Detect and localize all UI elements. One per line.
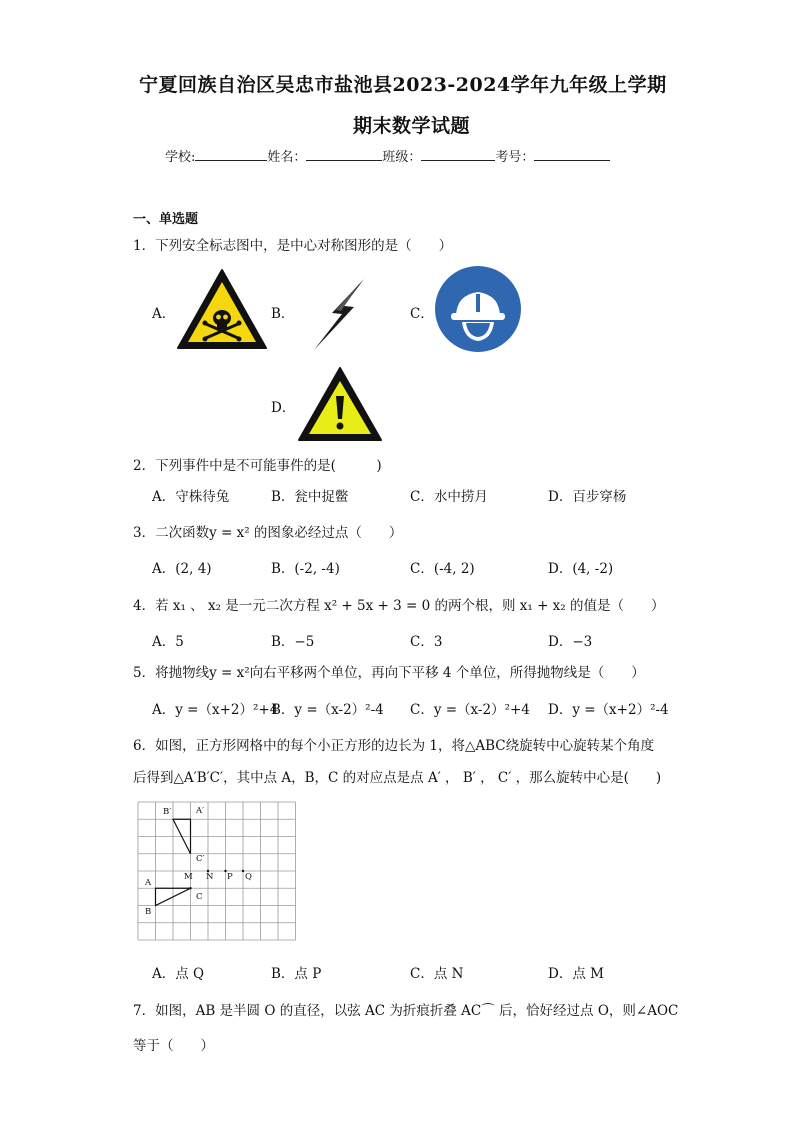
point-m xyxy=(189,887,191,889)
question-4-option-b: B．−5 xyxy=(271,634,315,650)
exam-no-label: 考号： xyxy=(495,150,535,165)
question-5-option-a: A．y =（x+2）²+4 xyxy=(152,702,279,718)
grid-lines xyxy=(138,802,296,940)
label-a: A xyxy=(145,878,152,888)
question-7-stem-line-1: 7．如图，AB 是半圆 O 的直径，以弦 AC 为折痕折叠 AC⌒ 后，恰好经过点 O，则∠AOC xyxy=(133,1003,679,1019)
question-3-stem: 3．二次函数y = x² 的图象必经过点（ ） xyxy=(133,525,403,541)
label-b: B xyxy=(145,907,152,917)
point-q xyxy=(242,870,244,872)
question-4-option-a: A．5 xyxy=(152,634,184,650)
question-5-option-c: C．y =（x-2）²+4 xyxy=(410,702,530,718)
rotation-grid-figure xyxy=(134,798,300,944)
question-4-stem: 4．若 x₁ 、 x₂ 是一元二次方程 x² + 5x + 3 = 0 的两个根，则 x₁ + x₂ 的值是（ ） xyxy=(133,598,665,614)
question-3-option-b: B．(-2, -4) xyxy=(271,561,340,577)
question-6-option-d: D．点 M xyxy=(548,966,604,982)
question-4-option-d: D．−3 xyxy=(548,634,593,650)
question-2-option-a: A．守株待兔 xyxy=(152,489,230,505)
label-p: P xyxy=(227,872,233,882)
label-n: N xyxy=(206,872,214,882)
class-blank[interactable] xyxy=(421,147,495,161)
question-2-option-b: B．瓮中捉鳖 xyxy=(271,489,349,505)
label-c: C xyxy=(196,892,203,902)
toxic-warning-sign-icon xyxy=(176,268,268,350)
title-line-1: 宁夏回族自治区吴忠市盐池县2023-2024学年九年级上学期 xyxy=(139,74,667,96)
question-5-option-b: B．y =（x-2）²-4 xyxy=(271,702,384,718)
question-2-stem: 2．下列事件中是不可能事件的是( ) xyxy=(133,458,382,474)
hard-hat-sign-icon xyxy=(434,265,522,353)
question-6-option-a: A．点 Q xyxy=(152,966,205,982)
school-label: 学校: xyxy=(165,150,196,165)
question-5-stem: 5．将抛物线y = x²向右平移两个单位，再向下平移 4 个单位，所得抛物线是（ ） xyxy=(133,665,645,681)
question-2-option-c: C．水中捞月 xyxy=(410,489,488,505)
question-6-stem-line-2: 后得到△A′B′C′，其中点 A，B，C 的对应点是点 A′ ， B′ ， C′ ，那么旋转中心是( ) xyxy=(133,770,662,786)
question-1-option-a: A． xyxy=(152,306,176,322)
question-2-option-d: D．百步穿杨 xyxy=(548,489,627,505)
question-1-option-d: D． xyxy=(271,400,296,416)
exclamation-warning-sign-icon xyxy=(297,366,383,442)
question-6-option-b: B．点 P xyxy=(271,966,322,982)
title-line-2: 期末数学试题 xyxy=(353,115,471,137)
label-b1: B′ xyxy=(163,807,172,817)
label-a1: A′ xyxy=(196,806,205,816)
question-1-stem: 1．下列安全标志图中，是中心对称图形的是（ ） xyxy=(133,238,453,254)
question-3-option-d: D．(4, -2) xyxy=(548,561,614,577)
question-3-option-a: A．(2, 4) xyxy=(152,561,212,577)
section-heading: 一、单选题 xyxy=(133,212,199,227)
exam-no-blank[interactable] xyxy=(534,147,610,161)
label-q: Q xyxy=(245,872,252,882)
name-label: 姓名： xyxy=(267,150,307,165)
question-7-stem-line-2: 等于（ ） xyxy=(133,1038,214,1054)
school-blank[interactable] xyxy=(195,147,267,161)
question-3-option-c: C．(-4, 2) xyxy=(410,561,475,577)
student-info-line xyxy=(165,146,610,165)
question-4-option-c: C．3 xyxy=(410,634,443,650)
name-blank[interactable] xyxy=(306,147,382,161)
question-1-option-b: B． xyxy=(271,306,295,322)
label-c1: C′ xyxy=(196,854,205,864)
class-label: 班级： xyxy=(382,150,422,165)
question-1-option-c: C． xyxy=(410,306,434,322)
question-6-stem-line-1: 6．如图，正方形网格中的每个小正方形的边长为 1，将△ABC绕旋转中心旋转某个角度 xyxy=(133,738,655,754)
question-5-option-d: D．y =（x+2）²-4 xyxy=(548,702,669,718)
lightning-bolt-icon xyxy=(310,277,368,352)
question-6-option-c: C．点 N xyxy=(410,966,464,982)
label-m: M xyxy=(184,872,193,882)
